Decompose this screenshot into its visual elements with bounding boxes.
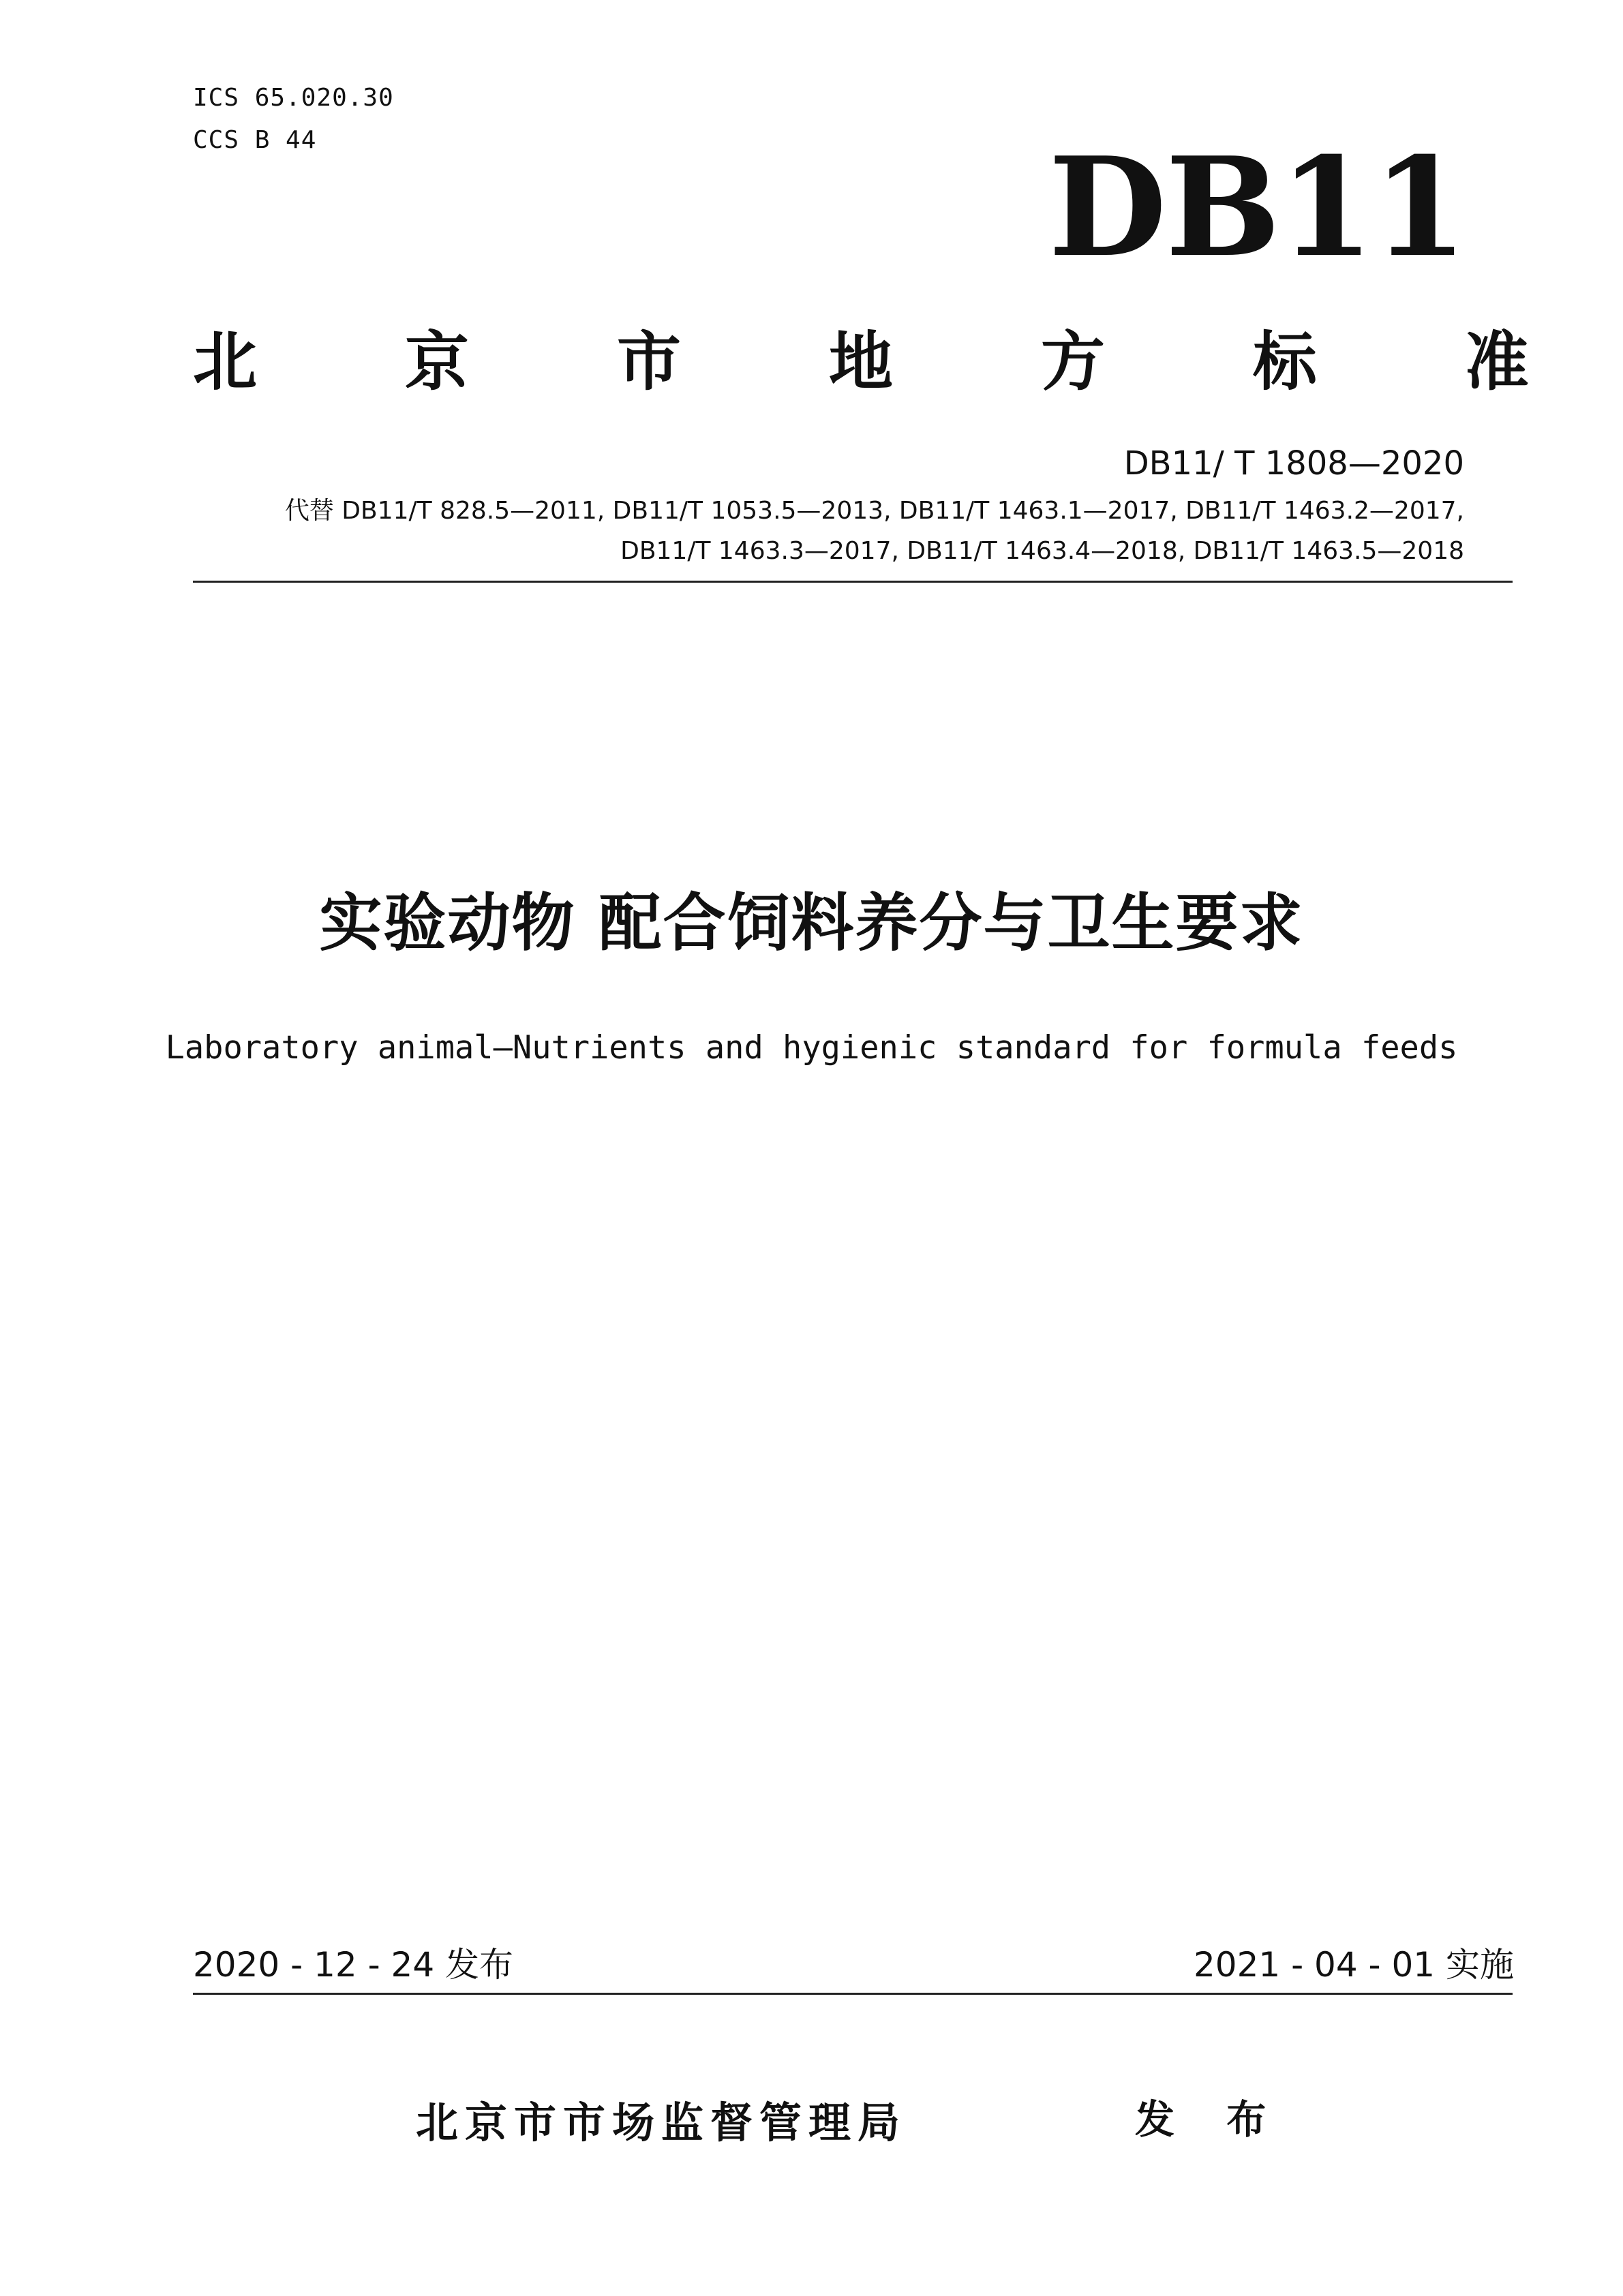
standard-type-char: 准 [1464, 324, 1529, 399]
standard-type-char: 京 [404, 324, 469, 399]
db11-logo: DB11 [1048, 127, 1466, 288]
replaces-line-2: DB11/T 1463.3—2017, DB11/T 1463.4—2018, DB11/T 1463.5—2018 [620, 537, 1464, 565]
ccs-code: CCS B 44 [193, 126, 317, 154]
standard-type-char: 地 [828, 324, 893, 399]
standard-type-char: 方 [1040, 324, 1105, 399]
issuing-authority: 北京市市场监督管理局 [416, 2098, 907, 2147]
standard-type-title [193, 315, 1529, 397]
issue-label: 发 布 [1135, 2096, 1286, 2143]
standard-type-char: 北 [193, 324, 258, 399]
document-title-en: Laboratory animal—Nutrients and hygienic standard for formula feeds [165, 1029, 1458, 1067]
document-title-cn: 实验动物 配合饲料养分与卫生要求 [319, 887, 1304, 960]
implementation-date: 2021 - 04 - 01 实施 [1193, 1945, 1514, 1985]
bottom-divider [193, 1993, 1513, 1995]
standard-type-char: 标 [1252, 324, 1317, 399]
ics-code: ICS 65.020.30 [193, 84, 394, 112]
top-divider [193, 581, 1513, 583]
issue-date: 2020 - 12 - 24 发布 [193, 1945, 514, 1985]
replaces-line-1: 代替 DB11/T 828.5—2011, DB11/T 1053.5—2013, DB11/T 1463.1—2017, DB11/T 1463.2—2017, [284, 497, 1464, 525]
standard-code: DB11/ T 1808—2020 [1123, 444, 1464, 483]
standard-type-char: 市 [616, 324, 681, 399]
